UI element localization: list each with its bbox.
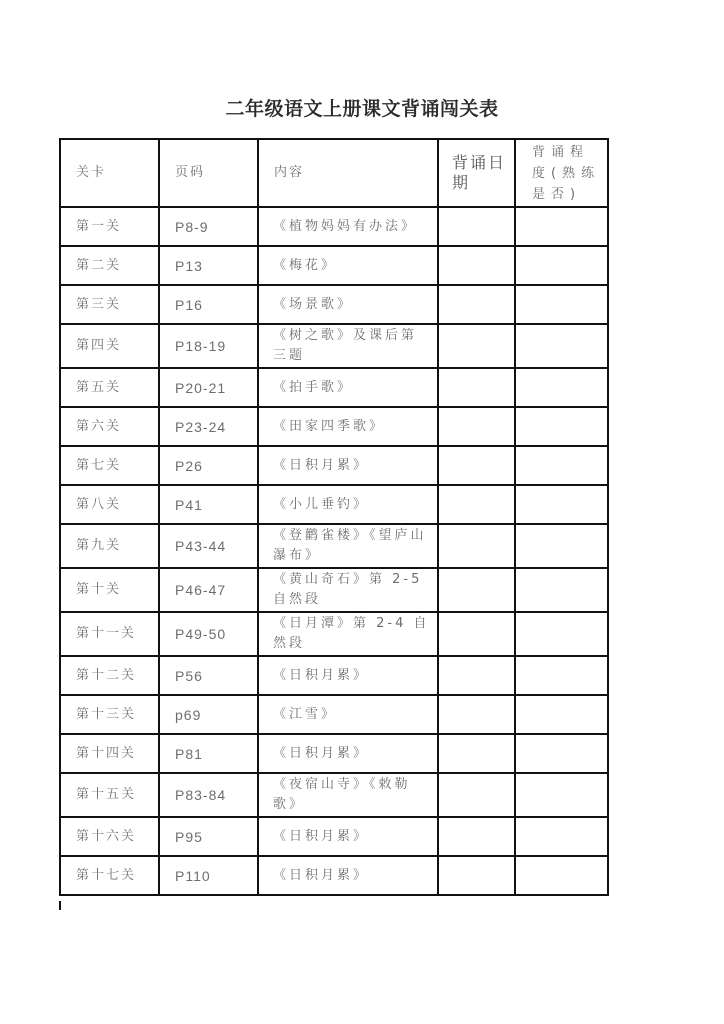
- date-cell[interactable]: [438, 734, 515, 773]
- proficiency-cell[interactable]: [515, 856, 608, 895]
- level-cell: 第十五关: [60, 773, 159, 817]
- page-cell: P56: [159, 656, 258, 695]
- proficiency-cell[interactable]: [515, 817, 608, 856]
- proficiency-cell[interactable]: [515, 368, 608, 407]
- proficiency-cell[interactable]: [515, 446, 608, 485]
- date-cell[interactable]: [438, 446, 515, 485]
- table-row: [60, 485, 608, 524]
- level-cell: 第十七关: [60, 856, 159, 895]
- level-cell: 第十六关: [60, 817, 159, 856]
- date-cell[interactable]: [438, 324, 515, 368]
- content-cell: 《田家四季歌》: [258, 407, 438, 446]
- level-cell: 第十二关: [60, 656, 159, 695]
- table-corner-mark: [59, 901, 75, 910]
- date-cell[interactable]: [438, 817, 515, 856]
- page-cell: P46-47: [159, 568, 258, 612]
- level-cell: 第三关: [60, 285, 159, 324]
- level-cell: 第八关: [60, 485, 159, 524]
- content-cell: 《小儿垂钓》: [258, 485, 438, 524]
- date-cell[interactable]: [438, 485, 515, 524]
- table-row: [60, 446, 608, 485]
- page-cell: P110: [159, 856, 258, 895]
- table-row: [60, 656, 608, 695]
- page-cell: P16: [159, 285, 258, 324]
- proficiency-cell[interactable]: [515, 407, 608, 446]
- content-cell: 《日月潭》第 2-4 自然段: [258, 612, 438, 656]
- content-cell: 《场景歌》: [258, 285, 438, 324]
- page-cell: P18-19: [159, 324, 258, 368]
- proficiency-cell[interactable]: [515, 246, 608, 285]
- page-cell: P81: [159, 734, 258, 773]
- content-cell: 《日积月累》: [258, 734, 438, 773]
- header-recite-date: 背诵日期: [438, 139, 515, 207]
- content-cell: 《梅花》: [258, 246, 438, 285]
- level-cell: 第五关: [60, 368, 159, 407]
- table-row: [60, 524, 608, 568]
- proficiency-cell[interactable]: [515, 524, 608, 568]
- proficiency-cell[interactable]: [515, 612, 608, 656]
- content-cell: 《日积月累》: [258, 817, 438, 856]
- content-cell: 《夜宿山寺》《敕勒歌》: [258, 773, 438, 817]
- page-cell: P49-50: [159, 612, 258, 656]
- proficiency-cell[interactable]: [515, 656, 608, 695]
- content-cell: 《植物妈妈有办法》: [258, 207, 438, 246]
- date-cell[interactable]: [438, 285, 515, 324]
- page-cell: P41: [159, 485, 258, 524]
- date-cell[interactable]: [438, 656, 515, 695]
- page-cell: P13: [159, 246, 258, 285]
- content-cell: 《树之歌》及课后第三题: [258, 324, 438, 368]
- header-proficiency: 背诵程度(熟练是否): [515, 139, 608, 207]
- content-cell: 《日积月累》: [258, 856, 438, 895]
- header-page: 页码: [159, 139, 258, 207]
- table-row: [60, 407, 608, 446]
- recitation-table: [59, 138, 609, 896]
- date-cell[interactable]: [438, 612, 515, 656]
- table-row: [60, 856, 608, 895]
- proficiency-cell[interactable]: [515, 695, 608, 734]
- level-cell: 第二关: [60, 246, 159, 285]
- proficiency-cell[interactable]: [515, 734, 608, 773]
- level-cell: 第四关: [60, 324, 159, 368]
- table-row: [60, 207, 608, 246]
- date-cell[interactable]: [438, 407, 515, 446]
- content-cell: 《拍手歌》: [258, 368, 438, 407]
- level-cell: 第十关: [60, 568, 159, 612]
- header-content: 内容: [258, 139, 438, 207]
- table-row: [60, 695, 608, 734]
- page-cell: P26: [159, 446, 258, 485]
- date-cell[interactable]: [438, 568, 515, 612]
- proficiency-cell[interactable]: [515, 285, 608, 324]
- page-cell: P95: [159, 817, 258, 856]
- content-cell: 《日积月累》: [258, 656, 438, 695]
- level-cell: 第十四关: [60, 734, 159, 773]
- level-cell: 第九关: [60, 524, 159, 568]
- content-cell: 《江雪》: [258, 695, 438, 734]
- page-cell: P8-9: [159, 207, 258, 246]
- page-cell: P43-44: [159, 524, 258, 568]
- table-row: [60, 368, 608, 407]
- date-cell[interactable]: [438, 368, 515, 407]
- page-cell: P23-24: [159, 407, 258, 446]
- table-row: [60, 246, 608, 285]
- page-cell: P20-21: [159, 368, 258, 407]
- table-row: [60, 324, 608, 368]
- table-row: [60, 773, 608, 817]
- level-cell: 第十三关: [60, 695, 159, 734]
- date-cell[interactable]: [438, 246, 515, 285]
- content-cell: 《黄山奇石》第 2-5 自然段: [258, 568, 438, 612]
- proficiency-cell[interactable]: [515, 773, 608, 817]
- table-row: [60, 568, 608, 612]
- table-row: [60, 817, 608, 856]
- date-cell[interactable]: [438, 524, 515, 568]
- page-title: 二年级语文上册课文背诵闯关表: [225, 98, 499, 120]
- date-cell[interactable]: [438, 207, 515, 246]
- table-row: [60, 285, 608, 324]
- date-cell[interactable]: [438, 695, 515, 734]
- content-cell: 《日积月累》: [258, 446, 438, 485]
- table-row: [60, 734, 608, 773]
- proficiency-cell[interactable]: [515, 485, 608, 524]
- page-cell: p69: [159, 695, 258, 734]
- page-cell: P83-84: [159, 773, 258, 817]
- table-header-row: [60, 139, 608, 207]
- date-cell[interactable]: [438, 856, 515, 895]
- proficiency-cell[interactable]: [515, 324, 608, 368]
- level-cell: 第七关: [60, 446, 159, 485]
- level-cell: 第一关: [60, 207, 159, 246]
- table-row: [60, 612, 608, 656]
- level-cell: 第六关: [60, 407, 159, 446]
- proficiency-cell[interactable]: [515, 568, 608, 612]
- level-cell: 第十一关: [60, 612, 159, 656]
- content-cell: 《登鹳雀楼》《望庐山瀑布》: [258, 524, 438, 568]
- proficiency-cell[interactable]: [515, 207, 608, 246]
- date-cell[interactable]: [438, 773, 515, 817]
- header-level: 关卡: [60, 139, 159, 207]
